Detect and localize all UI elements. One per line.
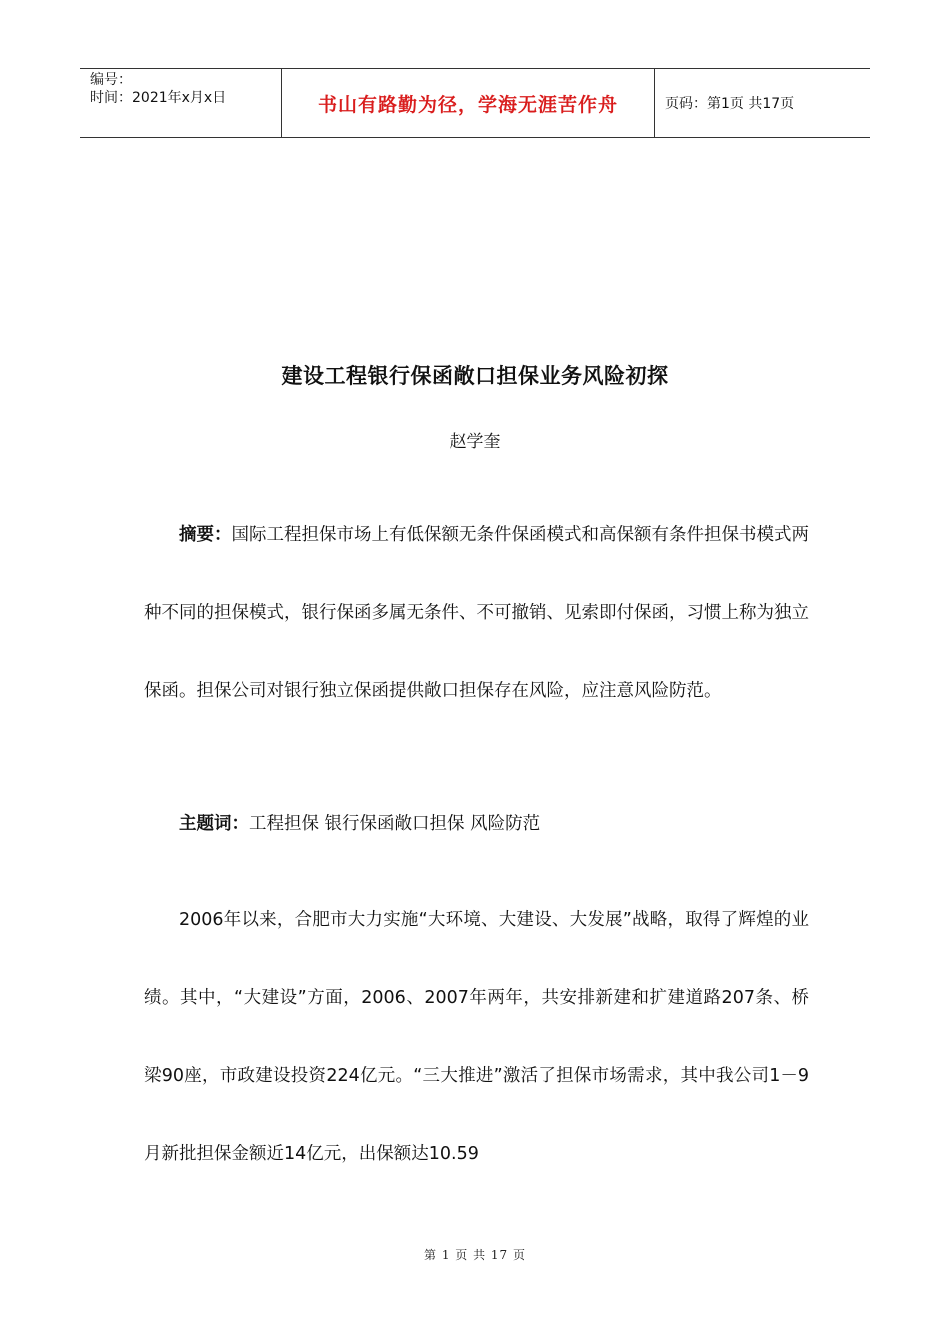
keywords-label: 主题词：	[179, 814, 249, 834]
body-paragraph: 2006年以来，合肥市大力实施“大环境、大建设、大发展”战略，取得了辉煌的业绩。其中，“大建设”方面，2006、2007年两年，共安排新建和扩建道路207条、桥梁90座，市政建设投资224亿元。“三大推进”激活了担保市场需求，其中我公司1－9月新批担保金额近14亿元，出保额达10.59	[144, 910, 809, 1164]
document-author: 赵学奎	[449, 432, 501, 452]
document-title: 建设工程银行保函敞口担保业务风险初探	[281, 364, 669, 388]
keywords-text: 工程担保 银行保函敞口担保 风险防范	[249, 814, 541, 834]
abstract-text: 国际工程担保市场上有低保额无条件保函模式和高保额有条件担保书模式两种不同的担保模式，银行保函多属无条件、不可撤销、见索即付保函，习惯上称为独立保函。担保公司对银行独立保函提供敞口担保存在风险，应注意风险防范。	[144, 525, 809, 701]
keywords-paragraph	[144, 785, 809, 863]
time-label: 时间：2021年x月x日	[90, 90, 227, 106]
abstract-label: 摘要：	[179, 525, 232, 545]
header-page-info: 页码：第1页 共17页	[665, 96, 795, 112]
page-header	[80, 68, 870, 138]
number-label: 编号：	[90, 72, 132, 88]
abstract-paragraph	[144, 496, 809, 730]
page-footer: 第 1 页 共 17 页	[424, 1248, 526, 1262]
header-meta	[80, 69, 282, 137]
header-motto: 书山有路勤为径，学海无涯苦作舟	[282, 69, 655, 137]
